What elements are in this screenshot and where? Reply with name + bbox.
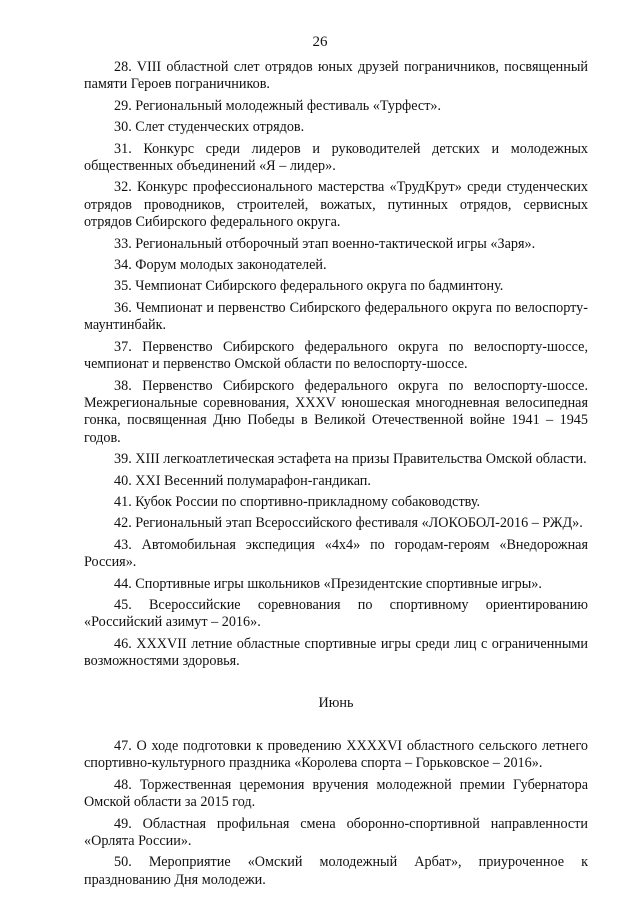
list-item [84,738,588,773]
event-list-may [84,59,588,671]
item-number: 32. [114,179,132,196]
list-item [84,515,588,532]
item-number: 36. [114,299,132,316]
list-item [84,451,588,468]
item-text: Чемпионат Сибирского федерального округа по бадминтону. [135,278,504,295]
item-number: 42. [114,515,132,532]
item-text: XXI Весенний полумарафон-гандикап. [135,472,371,489]
item-number: 47. [114,738,132,754]
item-number: 35. [114,278,132,295]
item-text: Спортивные игры школьников «Президентские спортивные игры». [135,575,542,592]
list-item [84,597,588,632]
event-list-june [84,738,588,889]
section-heading-june: Июнь [318,694,354,711]
item-text: Региональный молодежный фестиваль «Турфест». [135,97,442,114]
item-number: 31. [114,140,132,157]
item-number: 39. [114,451,132,468]
list-item [84,300,588,335]
list-item [84,119,588,136]
list-item [84,257,588,274]
list-item [84,179,588,231]
item-number: 44. [114,575,132,592]
item-number: 30. [114,119,132,136]
item-number: 41. [114,493,132,510]
item-number: 37. [114,338,132,355]
item-text: Кубок России по спортивно-прикладному собаководству. [135,493,481,510]
item-text: Торжественная церемония вручения молодежной премии Губернатора Омской области за 2015 год. [84,776,589,811]
item-text: Конкурс профессионального мастерства «ТрудКрут» среди студенческих отрядов проводников, строителей, вожатых, путинных отрядов, сервисных отрядов Сибирского федерального округа. [84,179,588,231]
list-item [84,854,588,889]
list-item [84,576,588,593]
item-number: 43. [114,536,132,553]
item-text: VIII областной слет отрядов юных друзей пограничников, посвященный памяти Героев пограничников. [84,59,588,93]
item-text: Автомобильная экспедиция «4х4» по городам-героям «Внедорожная Россия». [84,536,588,571]
item-text: Первенство Сибирского федерального округа по велоспорту-шоссе. Межрегиональные соревнования, XXXV юношеская многодневная велосипедная гонка, посвященная Дню Победы в Великой Отечественной войне 1941 – 1945 годов. [84,377,589,446]
item-number: 34. [114,257,132,274]
item-text: Всероссийские соревнования по спортивному ориентированию «Российский азимут – 2016». [84,596,588,631]
item-text: Мероприятие «Омский молодежный Арбат», приуроченное к празднованию Дня молодежи. [84,854,589,888]
list-item [84,636,588,671]
item-text: О ходе подготовки к проведению XXXXVI областного сельского летнего спортивно-культурного праздника «Королева спорта – Горьковское – 2016». [84,738,589,772]
item-number: 46. [114,635,132,652]
item-text: Региональный отборочный этап военно-тактической игры «Заря». [135,235,536,252]
item-number: 49. [114,815,132,832]
list-item [84,278,588,295]
item-number: 50. [114,854,132,871]
list-item [84,59,588,94]
item-text: Чемпионат и первенство Сибирского федерального округа по велоспорту-маунтинбайк. [84,299,589,334]
item-text: Форум молодых законодателей. [135,257,327,274]
list-item [84,98,588,115]
list-item [84,537,588,572]
item-text: Региональный этап Всероссийского фестиваля «ЛОКОБОЛ-2016 – РЖД». [135,515,583,532]
list-item [84,141,588,176]
item-number: 28. [114,59,132,75]
list-item [84,816,588,851]
list-item [84,236,588,253]
item-number: 38. [114,377,132,394]
item-number: 40. [114,472,132,489]
item-number: 33. [114,235,132,252]
item-number: 45. [114,596,132,613]
item-number: 29. [114,97,132,114]
document-body [84,59,588,893]
item-text: XIII легкоатлетическая эстафета на призы Правительства Омской области. [135,451,587,468]
item-text: Областная профильная смена оборонно-спортивной направленности «Орлята России». [84,815,589,850]
item-text: Конкурс среди лидеров и руководителей детских и молодежных общественных объединений «Я – лидер». [84,140,588,175]
list-item [84,339,588,374]
list-item [84,494,588,511]
item-text: Первенство Сибирского федерального округа по велоспорту-шоссе, чемпионат и первенство Омской области по велоспорту-шоссе. [84,338,589,373]
item-number: 48. [114,776,132,793]
list-item [84,473,588,490]
item-text: XXXVII летние областные спортивные игры среди лиц с ограниченными возможностями здоровья. [84,635,589,670]
page-number: 26 [312,34,328,50]
list-item [84,378,588,448]
list-item [84,777,588,812]
item-text: Слет студенческих отрядов. [135,119,305,136]
